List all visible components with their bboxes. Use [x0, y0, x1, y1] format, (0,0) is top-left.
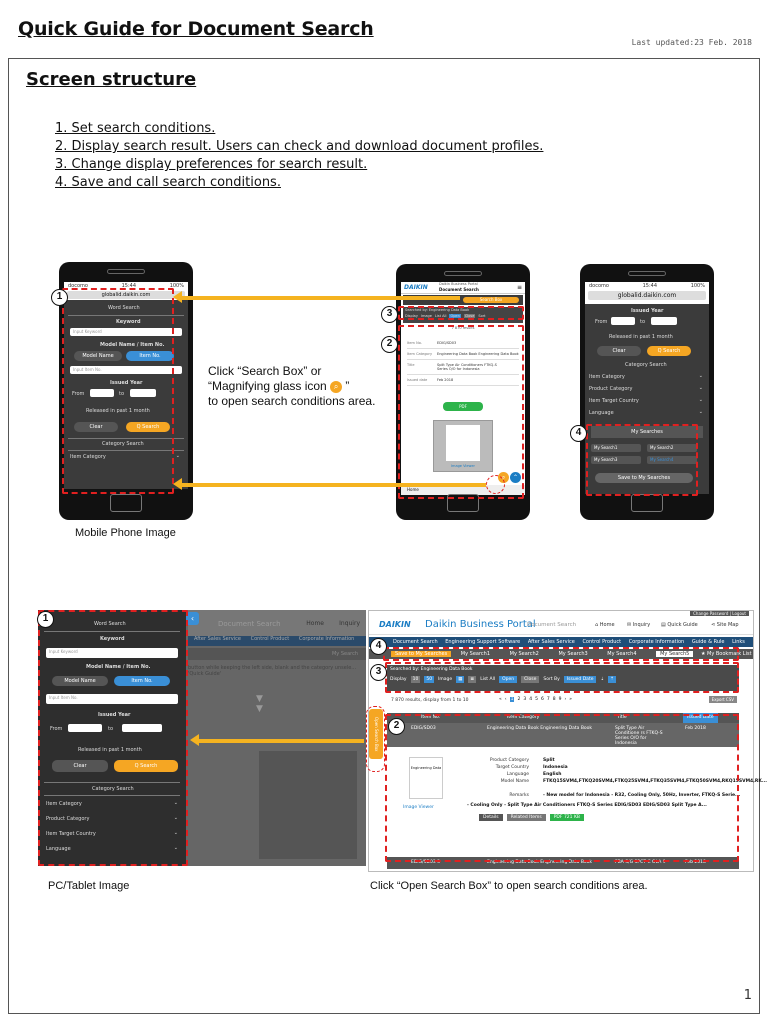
- my-search-tab[interactable]: My Search5: [656, 651, 693, 657]
- home-link[interactable]: [595, 622, 615, 628]
- open-search-highlight: [366, 706, 385, 772]
- document-icon: ▤: [661, 622, 666, 628]
- open-caption: Click “Open Search Box” to open search conditions area.: [370, 880, 648, 892]
- keyword-label: Keyword: [100, 636, 125, 642]
- category-dropdown[interactable]: Language: [46, 846, 71, 852]
- issued-year-label: Issued Year: [98, 712, 131, 718]
- sort-desc-icon[interactable]: ⇣: [600, 677, 605, 682]
- field-value: EDIG/SD03: [437, 341, 457, 345]
- step-item: 1. Set search conditions.: [55, 121, 216, 136]
- sort-select[interactable]: Issued Date: [564, 676, 597, 683]
- released-checkbox[interactable]: Released in past 1 month: [78, 747, 142, 753]
- from-select[interactable]: [611, 317, 635, 325]
- detail-value: English: [543, 772, 562, 777]
- bg-nav-item: Control Product: [250, 636, 290, 642]
- my-searches-heading: My Searches: [591, 426, 703, 438]
- list-all-label: List All: [434, 314, 447, 318]
- close-panel-icon[interactable]: ‹: [186, 612, 199, 625]
- category-dropdown[interactable]: Product Category: [589, 386, 633, 392]
- issued-year-label: Issued Year: [631, 308, 664, 314]
- search-button[interactable]: Q Search: [114, 760, 178, 772]
- highlight-area-1-pc: [38, 610, 188, 866]
- top-links: Change Password | Logout: [690, 611, 749, 616]
- chevron-down-icon: ⌄: [173, 815, 178, 821]
- sort-by-label: Sort By: [543, 677, 560, 682]
- result-count: 7 870 results: [451, 326, 475, 330]
- search-box-button[interactable]: Search Box: [463, 297, 519, 303]
- bg-content: [258, 750, 358, 860]
- arrow-head-left: [190, 734, 199, 746]
- released-checkbox[interactable]: Released in past 1 month: [86, 408, 150, 414]
- word-search-heading: Word Search: [108, 305, 140, 311]
- image-viewer-link[interactable]: Image Viewer: [451, 464, 475, 468]
- mobile-caption: Mobile Phone Image: [75, 527, 176, 539]
- bg-nav-item: Corporate Information: [298, 636, 355, 642]
- cell: Engineering Data Book Engineering Data Book: [487, 860, 593, 865]
- bg-nav: [188, 636, 366, 646]
- my-search-tab[interactable]: My Search4: [607, 651, 637, 657]
- menu-item[interactable]: Document Search: [393, 639, 438, 645]
- from-label: From: [72, 391, 85, 397]
- to-label: to: [640, 319, 646, 325]
- display-50-button[interactable]: 50: [426, 677, 433, 682]
- callout-number-3: 3: [370, 664, 387, 681]
- document-title: Quick Guide for Document Search: [18, 18, 374, 40]
- battery: 100%: [169, 283, 184, 289]
- to-select[interactable]: [651, 317, 677, 325]
- portal-header: [369, 617, 753, 635]
- menu-item[interactable]: Corporate Information: [628, 639, 685, 645]
- mail-icon: ✉: [627, 622, 632, 628]
- page-first-icon[interactable]: «: [499, 697, 502, 702]
- clock: 15:44: [642, 283, 658, 289]
- my-search-slot[interactable]: My Search4: [647, 456, 697, 464]
- issued-year-label: Issued Year: [110, 380, 143, 386]
- step-item: 3. Change display preferences for search result.: [55, 157, 368, 172]
- inquiry-link[interactable]: [627, 622, 650, 628]
- quick-guide-link[interactable]: [661, 622, 698, 628]
- url-bar[interactable]: globalid.daikin.com: [67, 291, 185, 299]
- url-bar[interactable]: globalid.daikin.com: [588, 291, 706, 300]
- quick-guide-label: Quick Guide: [667, 622, 698, 628]
- bg-hint: button while keeping the left side, blank and the category unsele... 'Quick Guide': [188, 665, 357, 677]
- detail-value: FTKQ15SVM4,FTKQ20SVM4,FTKQ25SVM4,FTKQ35SVM4,FTKQ50SVM4,RKQ15SVM4,RK...: [543, 779, 767, 784]
- bg-nav-item: After Sales Service: [194, 636, 241, 642]
- col-header[interactable]: Item Category: [507, 715, 540, 720]
- cell: Engineering Data Book Engineering Data Book: [487, 726, 593, 731]
- speaker: [628, 271, 666, 276]
- pc-caption: PC/Tablet Image: [48, 880, 130, 892]
- section-title: Screen structure: [26, 69, 197, 90]
- list-view-icon[interactable]: ≣: [470, 677, 475, 682]
- menu-item[interactable]: Guide & Rule: [691, 639, 725, 645]
- site-map-link[interactable]: [711, 622, 739, 628]
- cell: Feb 2018: [685, 726, 706, 731]
- footer-bar[interactable]: Home: [401, 485, 525, 495]
- home-button[interactable]: [110, 494, 142, 512]
- category-search-heading: Category Search: [102, 441, 144, 447]
- magnifier-icon: ⌕: [330, 381, 342, 393]
- last-updated: Last updated:23 Feb. 2018: [631, 38, 752, 47]
- menu-item[interactable]: Engineering Support Software: [445, 639, 521, 645]
- field-label: Title: [407, 363, 415, 367]
- page-link[interactable]: 6: [540, 697, 544, 702]
- doc-search-title: Document Search: [527, 622, 577, 628]
- highlight-area-4-pc: [383, 647, 739, 661]
- page-link[interactable]: 8: [552, 697, 556, 702]
- field-value: Split Type Air Conditioners FTKQ-S Series O/O for Indonesia: [437, 363, 497, 371]
- col-header[interactable]: Item No.: [421, 715, 441, 720]
- from-label: From: [50, 726, 63, 732]
- pdf-button[interactable]: PDF: [443, 402, 483, 411]
- main-menu: [369, 637, 753, 647]
- chevron-down-icon: ⌄: [173, 845, 178, 851]
- display-label: Display: [390, 677, 407, 682]
- thumbnail-title: Engineering Data: [410, 766, 442, 770]
- highlight-area-1: [62, 288, 174, 494]
- status-bar: [585, 282, 709, 290]
- field-label: Item No.: [407, 341, 422, 345]
- detail-label: Product Category: [489, 758, 529, 763]
- page-last-icon[interactable]: »: [569, 697, 573, 702]
- home-label: Home: [599, 622, 615, 628]
- home-button[interactable]: [631, 494, 663, 512]
- bg-inquiry: Inquiry: [339, 620, 360, 627]
- col-header[interactable]: Issued Date: [683, 713, 718, 723]
- step-item: 4. Save and call search conditions.: [55, 175, 281, 190]
- daikin-logo: DAIKIN: [379, 620, 411, 629]
- bg-home: Home: [306, 620, 324, 627]
- home-icon: ⌂: [595, 622, 599, 628]
- page-link[interactable]: 9: [558, 697, 562, 702]
- arrow-open-search: [198, 739, 364, 743]
- callout-number-1: 1: [51, 289, 68, 306]
- my-search-tab[interactable]: My Search3: [558, 651, 588, 657]
- highlight-area-2: [398, 325, 524, 499]
- model-label: Model Name / Item No.: [100, 342, 165, 348]
- menu-item[interactable]: Control Product: [582, 639, 622, 645]
- arrow-head-left: [173, 478, 182, 490]
- image-label: Image: [438, 677, 453, 682]
- site-map-label: Site Map: [716, 622, 739, 628]
- item-category-dropdown[interactable]: Item Category: [70, 454, 106, 460]
- logout-link[interactable]: Logout: [732, 611, 746, 616]
- display-label: Display: [405, 314, 418, 318]
- scroll-top-icon[interactable]: ⌃: [510, 472, 521, 483]
- bg-my-search: My Search: [331, 651, 358, 657]
- inquiry-label: Inquiry: [632, 622, 651, 628]
- share-icon: ⋖: [711, 622, 716, 628]
- page-link[interactable]: 1: [510, 697, 514, 702]
- col-header[interactable]: Title: [617, 715, 627, 720]
- remarks-line: - Cooling Only - Split Type Air Conditioners FTKQ-S Series EDIG/SD03 EDIG/SD03 Split Type A...: [467, 803, 707, 808]
- cell: EDIG/SD03 3: [411, 860, 440, 865]
- list-all-label: List All: [480, 677, 496, 682]
- pdf-label: PDF: [553, 815, 563, 820]
- chevron-down-icon: ⌄: [698, 373, 703, 379]
- save-to-my-searches-tab[interactable]: Save to My Searches: [391, 651, 451, 657]
- instruction-line: [208, 379, 383, 394]
- related-items-button[interactable]: Related Items: [507, 814, 546, 821]
- clear-button[interactable]: Clear: [52, 760, 108, 772]
- header-doc-search: Document Search: [439, 287, 479, 292]
- chevron-down-icon: ⌄: [698, 409, 703, 415]
- image-label: Image: [420, 314, 432, 318]
- cell: Feb 2018: [685, 860, 706, 865]
- open-button[interactable]: Open: [499, 676, 517, 683]
- detail-value: Split: [543, 758, 555, 763]
- instruction-line: Click “Search Box” or: [208, 364, 322, 378]
- keyword-input[interactable]: Input Keyword: [46, 648, 178, 658]
- clear-button[interactable]: Clear: [597, 346, 641, 356]
- callout-number-3: 3: [381, 306, 398, 323]
- highlight-area-4: [586, 424, 698, 496]
- page-prev-icon[interactable]: ‹: [504, 697, 507, 702]
- bookmark-tab[interactable]: My Bookmark List: [707, 651, 752, 657]
- category-dropdown[interactable]: Product Category: [46, 816, 90, 822]
- page-link[interactable]: 3: [523, 697, 527, 702]
- page-next-icon[interactable]: ›: [564, 697, 567, 702]
- save-to-my-searches-button[interactable]: Save to My Searches: [595, 473, 693, 483]
- display-10-button[interactable]: 10: [412, 677, 419, 682]
- daikin-logo: DAIKIN: [404, 284, 428, 291]
- page-link[interactable]: 2: [517, 697, 521, 702]
- carrier: docomo: [68, 283, 88, 289]
- chevron-down-icon: ⌄: [173, 830, 178, 836]
- field-label: Item Category: [407, 352, 433, 356]
- chevron-down-icon: ⌄: [698, 385, 703, 391]
- detail-label: Language: [506, 772, 529, 777]
- detail-value: - New model for Indonesia - R32, Cooling Only, 50Hz, Inverter, FTKQ-S Serie...: [543, 793, 741, 798]
- cell: FBA-S/G 3PCT C OLA 9: [615, 860, 666, 865]
- menu-item[interactable]: Links: [732, 639, 745, 645]
- item-no-input[interactable]: Input Item No.: [46, 694, 178, 704]
- my-search-slot[interactable]: My Search2: [647, 444, 697, 452]
- close-button[interactable]: Close: [521, 676, 539, 683]
- chevron-down-icon: ⌄: [698, 397, 703, 403]
- battery: 100%: [690, 283, 705, 289]
- model-name-button[interactable]: Model Name: [52, 676, 108, 686]
- instruction-line: to open search conditions area.: [208, 394, 376, 408]
- magnifier-icon[interactable]: ⌕: [498, 472, 509, 483]
- chevron-down-icon: ⌄: [175, 453, 180, 459]
- pdf-size: 721 KB: [563, 815, 580, 820]
- close-button[interactable]: Close: [464, 314, 475, 318]
- callout-number-2: 2: [388, 718, 405, 735]
- to-label: to: [119, 391, 125, 397]
- app-header: [401, 282, 525, 294]
- sort-asc-icon[interactable]: ⇡: [610, 677, 615, 682]
- instruction-text: [208, 364, 383, 409]
- item-no-input[interactable]: Input Item No.: [70, 366, 182, 374]
- grid-view-icon[interactable]: ▦: [458, 677, 463, 682]
- cell: Split Type Air Conditione rs FTKQ-S Series O/O for Indonesia: [615, 726, 663, 746]
- bg-my-bar: [188, 648, 366, 660]
- star-icon: ★: [700, 651, 706, 657]
- released-checkbox[interactable]: Released in past 1 month: [609, 334, 673, 340]
- item-no-button[interactable]: Item No.: [114, 676, 170, 686]
- my-search-slot[interactable]: My Search1: [591, 444, 641, 452]
- image-viewer-link[interactable]: Image Viewer: [403, 805, 434, 810]
- bg-arrows: ▼ ▼: [256, 694, 263, 714]
- highlight-area-3: [398, 306, 524, 320]
- field-label: Issued date: [407, 378, 428, 382]
- bg-header: [188, 610, 366, 636]
- search-button[interactable]: Q Search: [647, 346, 691, 356]
- my-search-tab[interactable]: My Search2: [509, 651, 539, 657]
- item-no-button[interactable]: Item No.: [126, 351, 174, 361]
- step-item: 2. Display search result. Users can check and download document profiles.: [55, 139, 544, 154]
- callout-number-2: 2: [381, 336, 398, 353]
- keyword-input[interactable]: Input Keyword: [70, 328, 182, 336]
- highlight-area-3-pc: [385, 662, 739, 693]
- magnifier-highlight: [486, 475, 505, 494]
- page-link[interactable]: 4: [529, 697, 533, 702]
- field-value: Engineering Data Book Engineering Data Book: [437, 352, 519, 356]
- my-search-tab[interactable]: My Search1: [460, 651, 491, 657]
- change-password-link[interactable]: Change Password: [693, 611, 729, 616]
- callout-number-1: 1: [37, 611, 54, 628]
- menu-icon[interactable]: ≡: [516, 284, 522, 291]
- detail-value: Indonesia: [543, 765, 568, 770]
- category-search-heading: Category Search: [625, 362, 667, 368]
- details-button[interactable]: Details: [479, 814, 503, 821]
- carrier: docomo: [589, 283, 609, 289]
- speaker: [107, 269, 145, 274]
- from-label: From: [595, 319, 608, 325]
- chevron-down-icon: ⌄: [173, 800, 178, 806]
- callout-number-4: 4: [570, 425, 587, 442]
- open-button[interactable]: Open: [450, 314, 460, 318]
- category-dropdown[interactable]: Language: [589, 410, 614, 416]
- callout-number-4: 4: [370, 638, 387, 655]
- arrow-head-left: [173, 291, 182, 303]
- result-count: 7 870 results, display from 1 to 10: [391, 698, 469, 703]
- category-dropdown[interactable]: Item Category: [589, 374, 625, 380]
- arrow-to-search-box: [180, 296, 460, 300]
- detail-label: Remarks: [509, 793, 529, 798]
- searched-by: Searched by: Engineering Data Book: [390, 667, 473, 672]
- search-button[interactable]: Q Search: [126, 422, 170, 432]
- detail-label: Target Country: [495, 765, 529, 770]
- searched-by: Searched by: Engineering Data Book: [405, 308, 470, 312]
- page-link[interactable]: 7: [546, 697, 550, 702]
- model-name-button[interactable]: Model Name: [74, 351, 122, 361]
- category-dropdown[interactable]: Item Target Country: [589, 398, 639, 404]
- bg-title: Document Search: [218, 620, 281, 628]
- clock: 15:44: [121, 283, 137, 289]
- instruction-text-part: ”: [345, 379, 350, 393]
- portal-title: Daikin Business Portal: [425, 619, 536, 630]
- open-search-box-tab[interactable]: Open Search Box: [369, 709, 383, 759]
- my-search-slot[interactable]: My Search3: [591, 456, 641, 464]
- arrow-from-magnifier: [180, 483, 486, 487]
- clear-button[interactable]: Clear: [74, 422, 118, 432]
- page-link[interactable]: 5: [535, 697, 538, 702]
- steps-list: [55, 120, 543, 192]
- header-portal: Daikin Business Portal: [439, 282, 478, 286]
- export-csv-button[interactable]: Export CSV: [709, 696, 737, 703]
- field-value: Feb 2018: [437, 378, 454, 382]
- pagination: [499, 697, 572, 702]
- speaker: [444, 271, 482, 276]
- instruction-text-part: “Magnifying glass icon: [208, 379, 327, 393]
- model-label: Model Name / Item No.: [86, 664, 151, 670]
- detail-label: Model Name: [500, 779, 529, 784]
- category-search-heading: Category Search: [92, 786, 134, 792]
- word-search-heading: Word Search: [94, 621, 126, 627]
- page-number: 1: [743, 988, 752, 1003]
- sort-label: Sort: [478, 314, 486, 318]
- highlight-area-2-pc: [385, 714, 767, 862]
- to-label: to: [108, 726, 114, 732]
- cell: EDIG/SD03: [411, 726, 436, 731]
- menu-item[interactable]: After Sales Service: [527, 639, 575, 645]
- keyword-label: Keyword: [116, 319, 141, 325]
- category-dropdown[interactable]: Item Target Country: [46, 831, 96, 837]
- category-dropdown[interactable]: Item Category: [46, 801, 82, 807]
